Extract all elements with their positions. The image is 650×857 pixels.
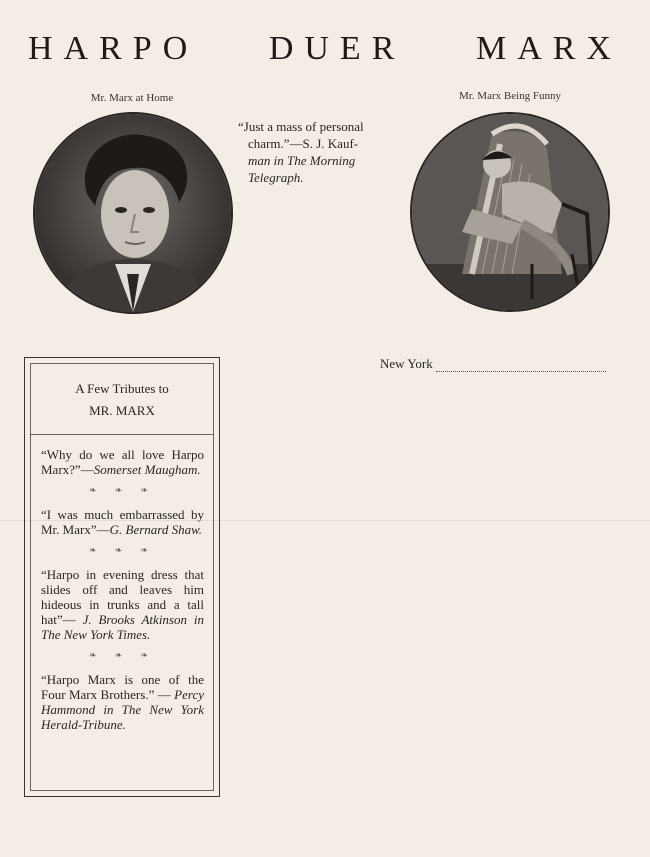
tribute-item: “Harpo Marx is one of the Four Marx Brothers.” — Percy Hammond in The New York Herald-Tribune. bbox=[41, 672, 204, 732]
letterhead-title bbox=[0, 30, 650, 68]
title-word-last: MARX bbox=[475, 30, 622, 67]
top-quote-line-1: “Just a mass of personal bbox=[238, 119, 364, 134]
title-word-first: HARPO bbox=[28, 30, 199, 67]
tribute-item: “I was much embarrassed by Mr. Marx”—G. Bernard Shaw. bbox=[41, 507, 204, 537]
tributes-heading bbox=[31, 364, 213, 435]
top-quote-line-4: Telegraph. bbox=[248, 170, 304, 185]
dateline-label: New York bbox=[380, 356, 433, 371]
dateline-blank bbox=[436, 361, 606, 372]
ornament-divider: ❧ ❧ ❧ bbox=[88, 650, 157, 660]
right-photo-caption: Mr. Marx Being Funny bbox=[458, 90, 562, 102]
top-quote bbox=[238, 118, 398, 186]
top-quote-line-2: charm.”—S. J. Kauf- bbox=[248, 136, 359, 151]
harp-image bbox=[412, 114, 608, 310]
tribute-item: “Harpo in evening dress that slides off and leaves him hideous in trunks and a tall hat”— J. Brooks Atkinson in The New York Times. bbox=[41, 567, 204, 642]
portrait-image bbox=[35, 114, 231, 312]
tributes-list bbox=[31, 435, 213, 732]
title-word-middle: DUER bbox=[268, 30, 406, 67]
tributes-heading-line-2: MR. MARX bbox=[89, 403, 155, 418]
tributes-box bbox=[24, 357, 220, 797]
new-york-dateline bbox=[380, 356, 606, 372]
ornament-divider: ❧ ❧ ❧ bbox=[88, 485, 157, 495]
tributes-heading-line-1: A Few Tributes to bbox=[75, 381, 169, 396]
tributes-box-inner bbox=[30, 363, 214, 791]
ornament-divider: ❧ ❧ ❧ bbox=[88, 545, 157, 555]
top-quote-line-3: man in The Morning bbox=[248, 153, 356, 168]
harp-photo bbox=[410, 112, 610, 312]
tribute-item: “Why do we all love Harpo Marx?”—Somerset Maugham. bbox=[41, 447, 204, 477]
left-photo-caption: Mr. Marx at Home bbox=[90, 92, 174, 104]
portrait-photo bbox=[33, 112, 233, 314]
